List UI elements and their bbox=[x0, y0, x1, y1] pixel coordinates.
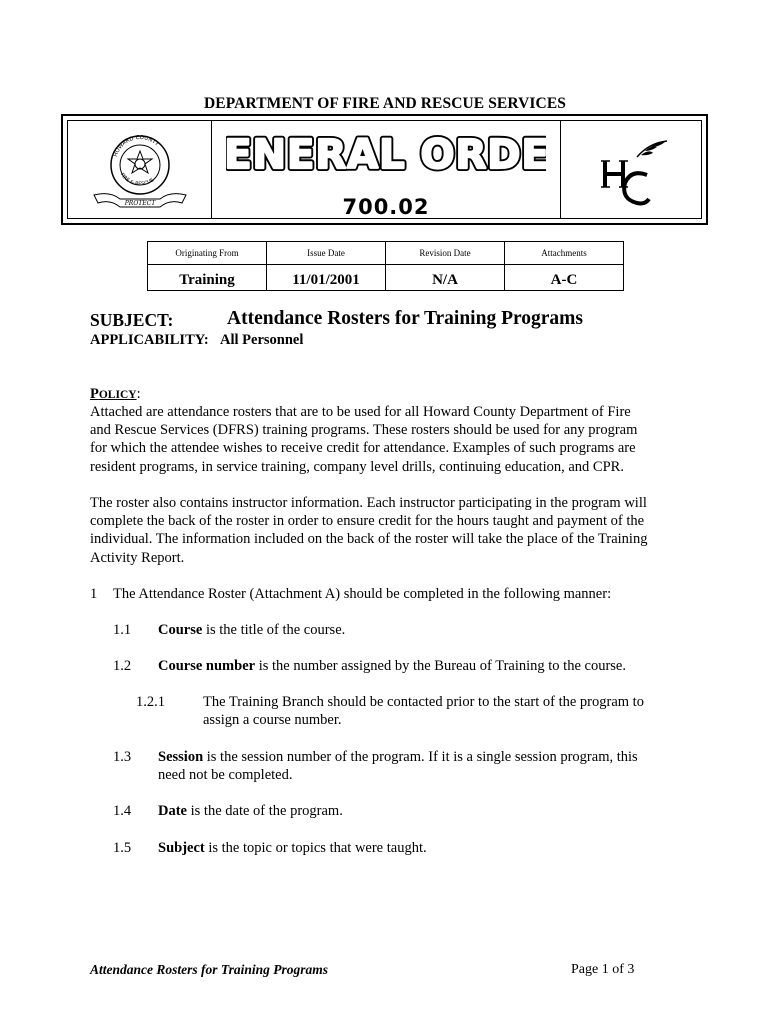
general-order-number: 700.02 bbox=[342, 195, 430, 219]
footer-page-number: Page 1 of 3 bbox=[571, 962, 635, 977]
item-text-line: assign a course number. bbox=[203, 712, 342, 728]
meta-header-attachments: Attachments bbox=[505, 242, 624, 265]
order-metadata-table bbox=[147, 241, 624, 291]
item-text-line: need not be completed. bbox=[158, 767, 293, 783]
howard-county-logo bbox=[593, 135, 683, 215]
policy-heading-rest: OLICY bbox=[98, 389, 137, 401]
item-term: Course number bbox=[158, 658, 256, 674]
meta-header-revision-date: Revision Date bbox=[386, 242, 505, 265]
meta-value-originating: Training bbox=[148, 265, 267, 291]
policy-heading bbox=[90, 386, 141, 403]
item-term: Session bbox=[158, 749, 204, 765]
item-text-line: The Training Branch should be contacted prior to the start of the program to bbox=[203, 694, 644, 710]
paragraph-line: complete the back of the roster in order to ensure credit for the hours taught and payment of the bbox=[90, 513, 645, 530]
paragraph-line: The roster also contains instructor information. Each instructor participating in the program will bbox=[90, 495, 647, 511]
item-text bbox=[158, 748, 638, 766]
item-term: Date bbox=[158, 803, 187, 819]
item-description: is the number assigned by the Bureau of Training to the course. bbox=[255, 658, 626, 674]
header-inner-frame bbox=[67, 120, 702, 219]
item-term: Subject bbox=[158, 840, 205, 856]
subject-value: Attendance Rosters for Training Programs bbox=[227, 308, 584, 329]
seal-top-text: HOWARD COUNTY bbox=[112, 134, 160, 158]
applicability-label: APPLICABILITY: bbox=[90, 332, 209, 348]
paragraph-line: Attached are attendance rosters that are to be used for all Howard County Department of Fire bbox=[90, 404, 631, 420]
county-fire-seal-logo bbox=[90, 133, 190, 215]
policy-heading-colon: : bbox=[136, 386, 141, 402]
item-number: 1.4 bbox=[113, 803, 132, 819]
paragraph-line: individual. The information included on the back of the roster will take the place of the Training bbox=[90, 531, 648, 548]
item-description: is the title of the course. bbox=[202, 622, 346, 638]
applicability-value: All Personnel bbox=[220, 332, 304, 348]
item-number: 1.2 bbox=[113, 658, 132, 674]
footer-document-title: Attendance Rosters for Training Programs bbox=[90, 962, 329, 977]
item-description: is the date of the program. bbox=[187, 803, 343, 819]
general-order-title bbox=[214, 131, 558, 180]
general-order-header bbox=[61, 114, 708, 225]
department-title: DEPARTMENT OF FIRE AND RESCUE SERVICES bbox=[204, 95, 566, 112]
svg-text:GENERAL ORDER: ENERAL ORDE bbox=[226, 132, 546, 175]
seal-banner-text: PROTECT bbox=[124, 200, 156, 207]
item-term: Course bbox=[158, 622, 203, 638]
item-number: 1.2.1 bbox=[136, 694, 165, 710]
paragraph-line: resident programs, in service training, company level drills, continuing education, and CPR. bbox=[90, 458, 624, 475]
item-number: 1.1 bbox=[113, 622, 132, 638]
seal-bottom-text: FIRE & RESCUE bbox=[118, 172, 156, 188]
meta-value-revision-date: N/A bbox=[386, 265, 505, 291]
meta-header-row bbox=[148, 242, 624, 265]
meta-header-issue-date: Issue Date bbox=[267, 242, 386, 265]
general-order-wordmark bbox=[226, 131, 546, 175]
subject-label: SUBJECT: bbox=[90, 310, 174, 330]
policy-paragraph-2 bbox=[90, 494, 690, 567]
header-divider bbox=[560, 121, 561, 218]
meta-header-originating: Originating From bbox=[148, 242, 267, 265]
svg-text:GENERAL ORDER: ENERAL ORDE bbox=[226, 132, 546, 175]
item-text bbox=[158, 839, 427, 857]
policy-paragraph-1 bbox=[90, 403, 690, 476]
paragraph-line: for which the attendee wishes to receive credit for attendance. Examples of such programs are bbox=[90, 440, 636, 457]
item-text bbox=[158, 621, 345, 639]
item-text: The Attendance Roster (Attachment A) should be completed in the following manner: bbox=[113, 586, 612, 602]
item-description: is the session number of the program. If it is a single session program, this bbox=[203, 749, 638, 765]
meta-value-row bbox=[148, 265, 624, 291]
item-text bbox=[158, 657, 626, 675]
item-number: 1.5 bbox=[113, 840, 132, 856]
paragraph-line: Activity Report. bbox=[90, 549, 185, 566]
item-number: 1 bbox=[90, 586, 98, 602]
paragraph-line: and Rescue Services (DFRS) training programs. These rosters should be used for any program bbox=[90, 422, 638, 439]
header-divider bbox=[211, 121, 212, 218]
item-description: is the topic or topics that were taught. bbox=[204, 840, 427, 856]
meta-value-issue-date: 11/01/2001 bbox=[267, 265, 386, 291]
policy-heading-initial: P bbox=[90, 386, 99, 402]
item-number: 1.3 bbox=[113, 749, 132, 765]
meta-value-attachments: A-C bbox=[505, 265, 624, 291]
item-text bbox=[158, 802, 343, 820]
